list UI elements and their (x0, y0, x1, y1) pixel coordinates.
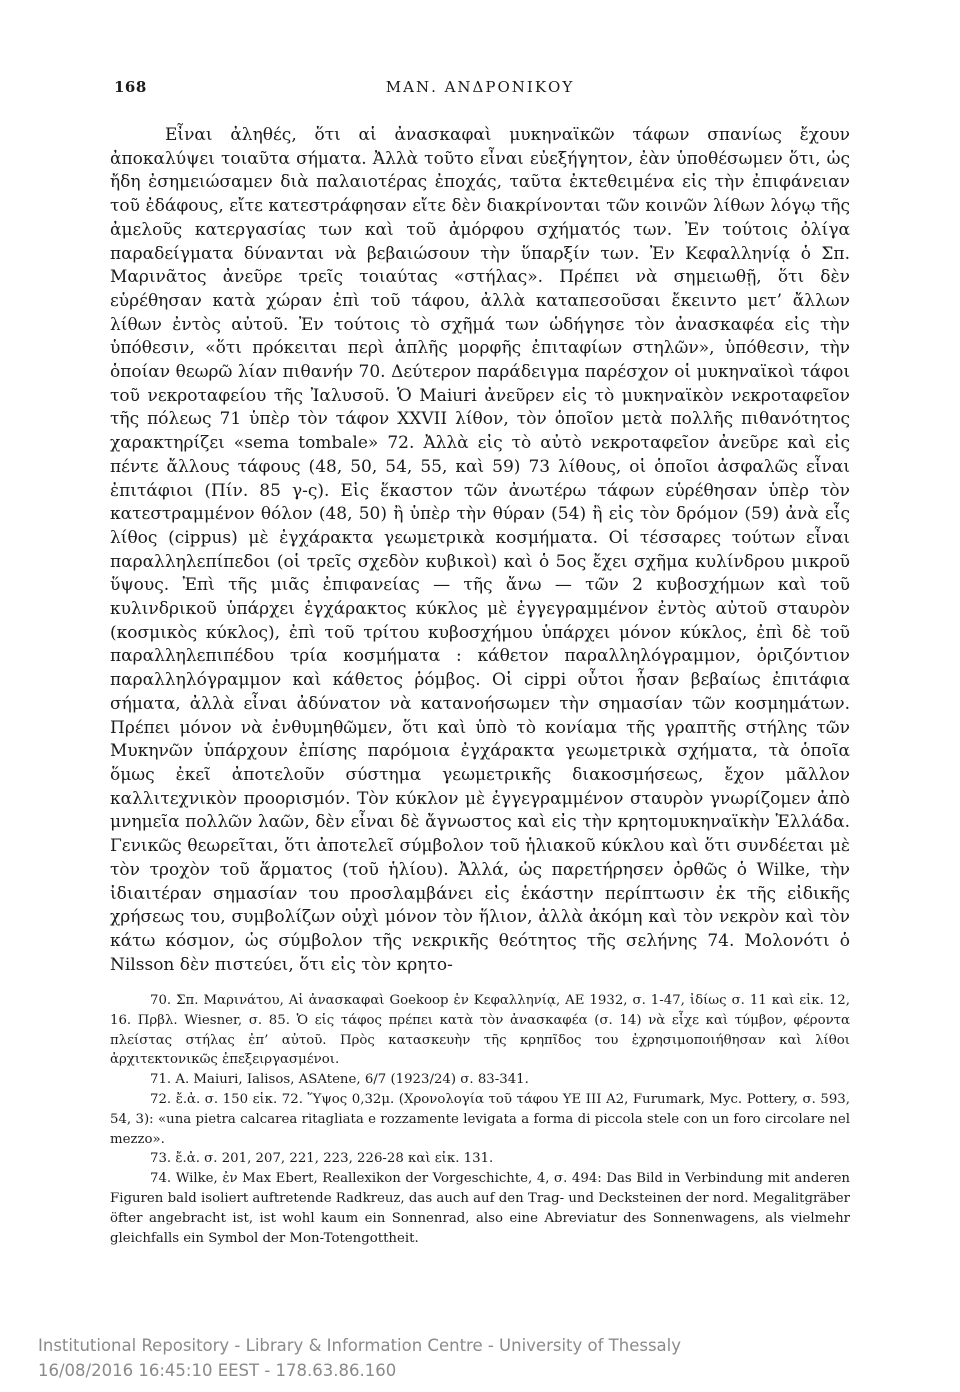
repository-stamp (38, 1333, 681, 1383)
repository-stamp-line-1: Institutional Repository - Library & Information Centre - University of Thessaly (38, 1336, 682, 1355)
footnote-74: 74. Wilke, ἐν Max Ebert, Reallexikon der Vorgeschichte, 4, σ. 494: Das Bild in Verbindung mit anderen Figuren bald isoliert auftretende Radkreuz, das auch auf den Trag- und Decksteinen der nord. Megalitgräber öfter angebracht ist, ist wohl kaum ein Sonnenrad, also eine Abreviatur des Sonnenwagens, als vielmehr gleichfalls ein Symbol der Mon-Totengottheit. (110, 1171, 850, 1246)
footnote-72: 72. ἔ.ἀ. σ. 150 εἰκ. 72. Ὕψος 0,32μ. (Χρονολογία τοῦ τάφου ΥΕ III Α2, Furumark, Myc. Pottery, σ. 593, 54, 3): «una pietra calcarea ritagliata e rozzamente levigata a forma di piccola stele con un foro circolare nel mezzo». (110, 1091, 850, 1147)
running-head: ΜΑΝ. ΑΝΔΡΟΝΙΚΟΥ (385, 78, 575, 96)
footnote-73: 73. ἔ.ἀ. σ. 201, 207, 221, 223, 226-28 καὶ εἰκ. 131. (150, 1151, 494, 1167)
footnote-70: 70. Σπ. Μαρινάτου, Αἱ ἀνασκαφαὶ Goekoop ἐν Κεφαλληνίᾳ, ΑΕ 1932, σ. 1-47, ἰδίως σ. 11 καὶ εἰκ. 12, 16. Πρβλ. Wiesner, σ. 85. Ὁ εἰς τάφος πρέπει κατὰ τὸν ἀνασκαφέα (σ. 14) νὰ εἶχε καὶ τύμβον, φέροντα πλείστας στήλας ἐπ’ αὐτοῦ. Πρὸς κατασκευὴν τῆς κρηπῖδος του ἐχρησιμοποιήθησαν καὶ λίθοι ἀρχιτεκτονικῶς ἐπεξειργασμένοι. (110, 993, 850, 1068)
footnote-71: 71. A. Maiuri, Ialisos, ASAtene, 6/7 (1923/24) σ. 83-341. (150, 1072, 529, 1088)
footnotes (110, 991, 850, 1248)
page-number: 168 (114, 78, 147, 96)
main-text-paragraph: Εἶναι ἀληθές, ὅτι αἱ ἀνασκαφαὶ μυκηναϊκῶν τάφων σπανίως ἔχουν ἀποκαλύψει τοιαῦτα σήματα. Ἀλλὰ τοῦτο εἶναι εὐεξήγητον, ἐὰν ὑποθέσωμεν ὅτι, ὡς ἤδη ἐσημειώσαμεν διὰ παλαιοτέρας ἐποχάς, ταῦτα ἐκτεθειμένα εἰς τὴν ἐπιφάνειαν τοῦ ἐδάφους, εἴτε κατεστράφησαν εἴτε δὲν διακρίνονται τῶν κοινῶν λίθων λόγῳ τῆς ἀμελοῦς κατεργασίας των καὶ τοῦ ἀμόρφου σχήματός των. Ἐν τούτοις ὀλίγα παραδείγματα δύνανται νὰ βεβαιώσουν τὴν ὕπαρξίν των. Ἐν Κεφαλληνίᾳ ὁ Σπ. Μαρινᾶτος ἀνεῦρε τρεῖς τοιαύτας «στήλας». Πρέπει νὰ σημειωθῇ, ὅτι δὲν εὑρέθησαν κατὰ χώραν ἐπὶ τοῦ τάφου, ἀλλὰ καταπεσοῦσαι ἔκειντο μετ’ ἄλλων λίθων ἐντὸς αὐτοῦ. Ἐν τούτοις τὸ σχῆμά των ὡδήγησε τὸν ἀνασκαφέα εἰς τὴν ὑπόθεσιν, «ὅτι πρόκειται περὶ ἁπλῆς μορφῆς ἐπιταφίων στηλῶν», ὑπόθεσιν, τὴν ὁποίαν θεωρῶ λίαν πιθανήν 70. Δεύτερον παράδειγμα παρέσχον οἱ μυκηναϊκοὶ τάφοι τοῦ νεκροταφείου τῆς Ἰαλυσοῦ. Ὁ Maiuri ἀνεῦρεν εἰς τὸ μυκηναϊκὸν νεκροταφεῖον τῆς πόλεως 71 ὑπὲρ τὸν τάφον XXVII λίθον, τὸν ὁποῖον μετὰ πολλῆς πιθανότητος χαρακτηρίζει «sema tombale» 72. Ἀλλὰ εἰς τὸ αὐτὸ νεκροταφεῖον ἀνεῦρε καὶ εἰς πέντε ἄλλους τάφους (48, 50, 54, 55, καὶ 59) 73 λίθους, οἱ ὁποῖοι ἀσφαλῶς εἶναι ἐπιτάφιοι (Πίν. 85 γ-ς). Εἰς ἕκαστον τῶν ἀνωτέρω τάφων εὑρέθησαν ὑπὲρ τὸν κατεστραμμένον θόλον (48, 50) ἢ ὑπὲρ τὴν θύραν (54) ἢ εἰς τὸν δρόμον (59) ἀνὰ εἷς λίθος (cippus) μὲ ἐγχάρακτα γεωμετρικὰ κοσμήματα. Οἱ τέσσαρες τούτων εἶναι παραλληλεπίπεδοι (οἱ τρεῖς σχεδὸν κυβικοὶ) καὶ ὁ 5ος ἔχει σχῆμα κυλίνδρου μικροῦ ὕψους. Ἐπὶ τῆς μιᾶς ἐπιφανείας — τῆς ἄνω — τῶν 2 κυβοσχήμων καὶ τοῦ κυλινδρικοῦ ὑπάρχει ἐγχάρακτος κύκλος μὲ ἐγγεγραμμένον ἐντὸς αὐτοῦ σταυρὸν (κοσμικὸς κύκλος), ἐπὶ τοῦ τρίτου κυβοσχήμου ὑπάρχει μόνον κύκλος, ἐπὶ δὲ τοῦ παραλληλεπιπέδου τρία κοσμήματα : κάθετον παραλληλόγραμμον, ὁριζόντιον παραλληλόγραμμον καὶ κάθετος ῥόμβος. Οἱ cippi οὗτοι ἦσαν βεβαίως ἐπιτάφια σήματα, ἀλλὰ εἶναι ἀδύνατον νὰ κατανοήσωμεν τὴν σημασίαν τῶν κοσμημάτων. Πρέπει μόνον νὰ ἐνθυμηθῶμεν, ὅτι καὶ ὑπὸ τὸ κονίαμα τῆς γραπτῆς στήλης τῶν Μυκηνῶν ὑπάρχουν ἐπίσης παρόμοια ἐγχάρακτα γεωμετρικὰ σχήματα, τὰ ὁποῖα ὅμως ἐκεῖ ἀποτελοῦν σύστημα γεωμετρικῆς διακοσμήσεως, ἔχον μᾶλλον καλλιτεχνικὸν προορισμόν. Τὸν κύκλον μὲ ἐγγεγραμμένον σταυρὸν γνωρίζομεν ἀπὸ μνημεῖα πολλῶν λαῶν, δὲν εἶναι δὲ ἄγνωστος καὶ εἰς τὴν κρητομυκηναϊκὴν Ἑλλάδα. Γενικῶς θεωρεῖται, ὅτι ἀποτελεῖ σύμβολον τοῦ ἡλιακοῦ κύκλου καὶ ὅτι συνδέεται μὲ τὸν τροχὸν τοῦ ἅρματος (τοῦ ἡλίου). Ἀλλά, ὡς παρετήρησεν ὀρθῶς ὁ Wilke, τὴν ἰδιαιτέραν σημασίαν του προσλαμβάνει εἰς ἑκάστην περίπτωσιν ἐκ τῆς εἰδικῆς χρήσεως του, συμβολίζων οὐχὶ μόνον τὸν ἥλιον, ἀλλὰ ἀκόμη καὶ τὸν νεκρὸν καὶ τὸν κάτω κόσμον, ὡς σύμβολον τῆς νεκρικῆς θεότητος τῆς σελήνης 74. Μολονότι ὁ Nilsson δὲν πιστεύει, ὅτι εἰς τὸν κρητο- (110, 125, 850, 975)
repository-stamp-line-2: 16/08/2016 16:45:10 EEST - 178.63.86.160 (38, 1361, 397, 1380)
